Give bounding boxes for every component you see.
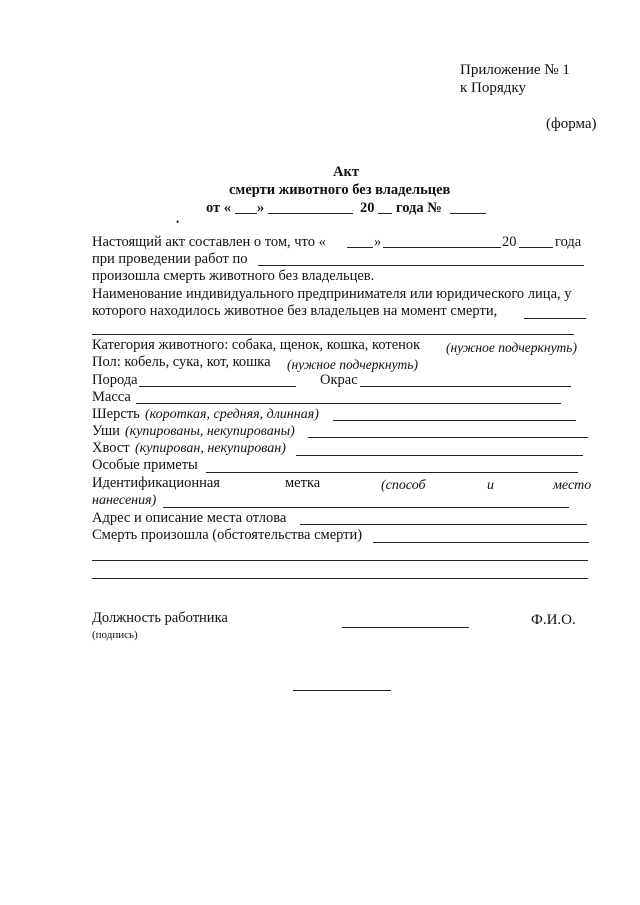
marks-label: Особые приметы [92, 457, 198, 473]
dot-mark: • [176, 217, 180, 227]
intro-quote: » [374, 234, 382, 250]
fur-line [333, 420, 576, 421]
ears-label: Уши [92, 423, 120, 439]
works-line [258, 265, 584, 266]
appendix-number: Приложение № 1 [460, 62, 570, 78]
id-label-2: метка [285, 475, 321, 491]
act-title: Акт [333, 164, 359, 180]
signature-line [342, 627, 469, 628]
intro-day-line [347, 247, 373, 248]
act-month-line [268, 213, 353, 214]
owner-line-1 [524, 318, 586, 319]
death-occurred-text: произошла смерть животного без владельцев. [92, 268, 375, 284]
intro-text: Настоящий акт составлен о том, что « [92, 234, 326, 250]
mass-label: Масса [92, 389, 131, 405]
id-label-6: нанесения) [92, 493, 157, 508]
death-line-1 [373, 542, 589, 543]
id-label-3: (способ [381, 478, 426, 493]
act-year-label: года № [396, 200, 442, 216]
death-line-2 [92, 560, 588, 561]
intro-year-label: года [555, 234, 582, 250]
intro-year-prefix: 20 [502, 234, 517, 250]
address-line [300, 524, 587, 525]
act-subtitle: смерти животного без владельцев [229, 182, 451, 198]
sex-label: Пол: кобель, сука, кот, кошка [92, 354, 271, 370]
death-line-3 [92, 578, 588, 579]
signature-hint: (подпись) [92, 629, 138, 641]
owner-label-cont: которого находилось животное без владельцев на момент смерти, [92, 303, 498, 319]
id-line [163, 507, 569, 508]
act-year-line [378, 213, 392, 214]
owner-label: Наименование индивидуального предпринимателя или юридического лица, у [92, 286, 572, 302]
id-label-5: место [553, 478, 592, 493]
fio-label: Ф.И.О. [531, 612, 576, 628]
tail-note: (купирован, некупирован) [135, 441, 286, 456]
works-label: при проведении работ по [92, 251, 248, 267]
tail-line [296, 455, 583, 456]
death-label: Смерть произошла (обстоятельства смерти) [92, 527, 363, 543]
sex-note: (нужное подчеркнуть) [287, 357, 418, 372]
act-number-line [450, 213, 486, 214]
address-label: Адрес и описание места отлова [92, 510, 287, 526]
color-label: Окрас [320, 372, 358, 388]
marks-line [206, 472, 578, 473]
breed-line [139, 386, 296, 387]
act-date-quote: » [257, 200, 265, 216]
tail-label: Хвост [92, 440, 130, 456]
category-label: Категория животного: собака, щенок, кошка, котенок [92, 337, 421, 353]
appendix-order: к Порядку [460, 80, 526, 96]
ears-line [308, 437, 588, 438]
color-line [360, 386, 571, 387]
mass-line [136, 403, 561, 404]
intro-year-line [519, 247, 553, 248]
ears-note: (купированы, некупированы) [125, 424, 295, 439]
category-note: (нужное подчеркнуть) [446, 340, 577, 355]
form-label: (форма) [546, 116, 597, 132]
fur-label: Шерсть [92, 406, 140, 422]
position-label: Должность работника [92, 610, 228, 626]
intro-month-line [383, 247, 501, 248]
act-year-prefix: 20 [360, 200, 375, 216]
fur-note: (короткая, средняя, длинная) [145, 407, 319, 422]
act-day-line [235, 213, 257, 214]
id-label-4: и [487, 478, 494, 493]
id-label-1: Идентификационная [92, 475, 220, 491]
owner-line-2 [92, 334, 574, 335]
bottom-divider [293, 690, 391, 691]
act-date-from: от « [206, 200, 232, 216]
breed-label: Порода [92, 372, 138, 388]
